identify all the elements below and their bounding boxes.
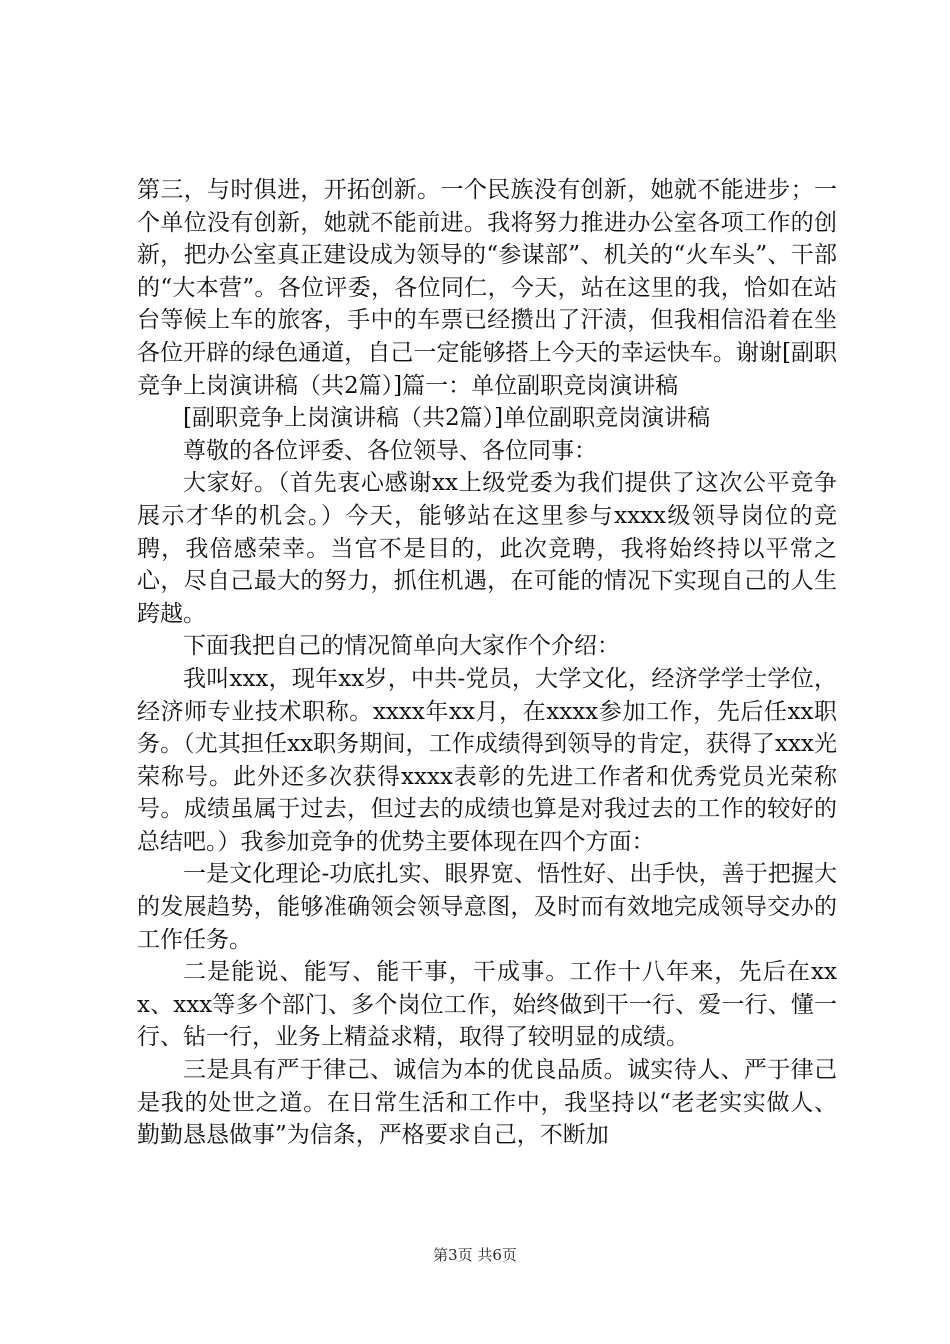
- paragraph-advantage-three: 三是具有严于律己、诚信为本的优良品质。诚实待人、严于律己是我的处世之道。在日常生活和工作中，我坚持以“老老实实做人、勤勤恳恳做事”为信条，严格要求自己，不断加: [137, 1057, 837, 1149]
- paragraph-self-introduction: 我叫xxx，现年xx岁，中共-党员，大学文化，经济学学士学位，经济师专业技术职称。xxxx年xx月，在xxxx参加工作，先后任xx职务。（尤其担任xx职务期间，工作成绩得到领导的肯定，获得了xxx光荣称号。此外还多次获得xxxx表彰的先进工作者和优秀党员光荣称号。成绩虽属于过去，但过去的成绩也算是对我过去的工作的较好的总结吧。）我参加竞争的优势主要体现在四个方面：: [137, 665, 837, 855]
- paragraph-greeting: 大家好。（首先衷心感谢xx上级党委为我们提供了这次公平竞争展示才华的机会。）今天，能够站在这里参与xxxx级领导岗位的竞聘，我倍感荣幸。当官不是目的，此次竞聘，我将始终持以平常之心，尽自己最大的努力，抓住机遇，在可能的情况下实现自己的人生跨越。: [137, 470, 837, 627]
- page-number-footer: 第3页 共6页: [433, 1246, 517, 1264]
- paragraph-speech-title: [副职竞争上岗演讲稿（共2篇）]单位副职竞岗演讲稿: [183, 405, 711, 432]
- paragraph-advantage-two: 二是能说、能写、能干事，干成事。工作十八年来，先后在xxx、xxx等多个部门、多个岗位工作，始终做到干一行、爱一行、懂一行、钻一行，业务上精益求精，取得了较明显的成绩。: [137, 959, 837, 1051]
- paragraph-innovation: 第三，与时俱进，开拓创新。一个民族没有创新，她就不能进步；一个单位没有创新，她就不能前进。我将努力推进办公室各项工作的创新，把办公室真正建设成为领导的“参谋部”、机关的“火车头”、干部的“大本营”。各位评委，各位同仁，今天，站在这里的我，恰如在站台等候上车的旅客，手中的车票已经攒出了汗渍，但我相信沿着在坐各位开辟的绿色通道，自己一定能够搭上今天的幸运快车。谢谢[副职竞争上岗演讲稿（共2篇）]篇一：单位副职竞岗演讲稿: [137, 177, 837, 399]
- paragraph-intro-lead: 下面我把自己的情况简单向大家作个介绍：: [183, 633, 620, 660]
- paragraph-advantage-one: 一是文化理论-功底扎实、眼界宽、悟性好、出手快，善于把握大的发展趋势，能够准确领会领导意图，及时而有效地完成领导交办的工作任务。: [137, 861, 837, 953]
- paragraph-salutation: 尊敬的各位评委、各位领导、各位同事：: [183, 437, 597, 464]
- document-body: [137, 174, 837, 1152]
